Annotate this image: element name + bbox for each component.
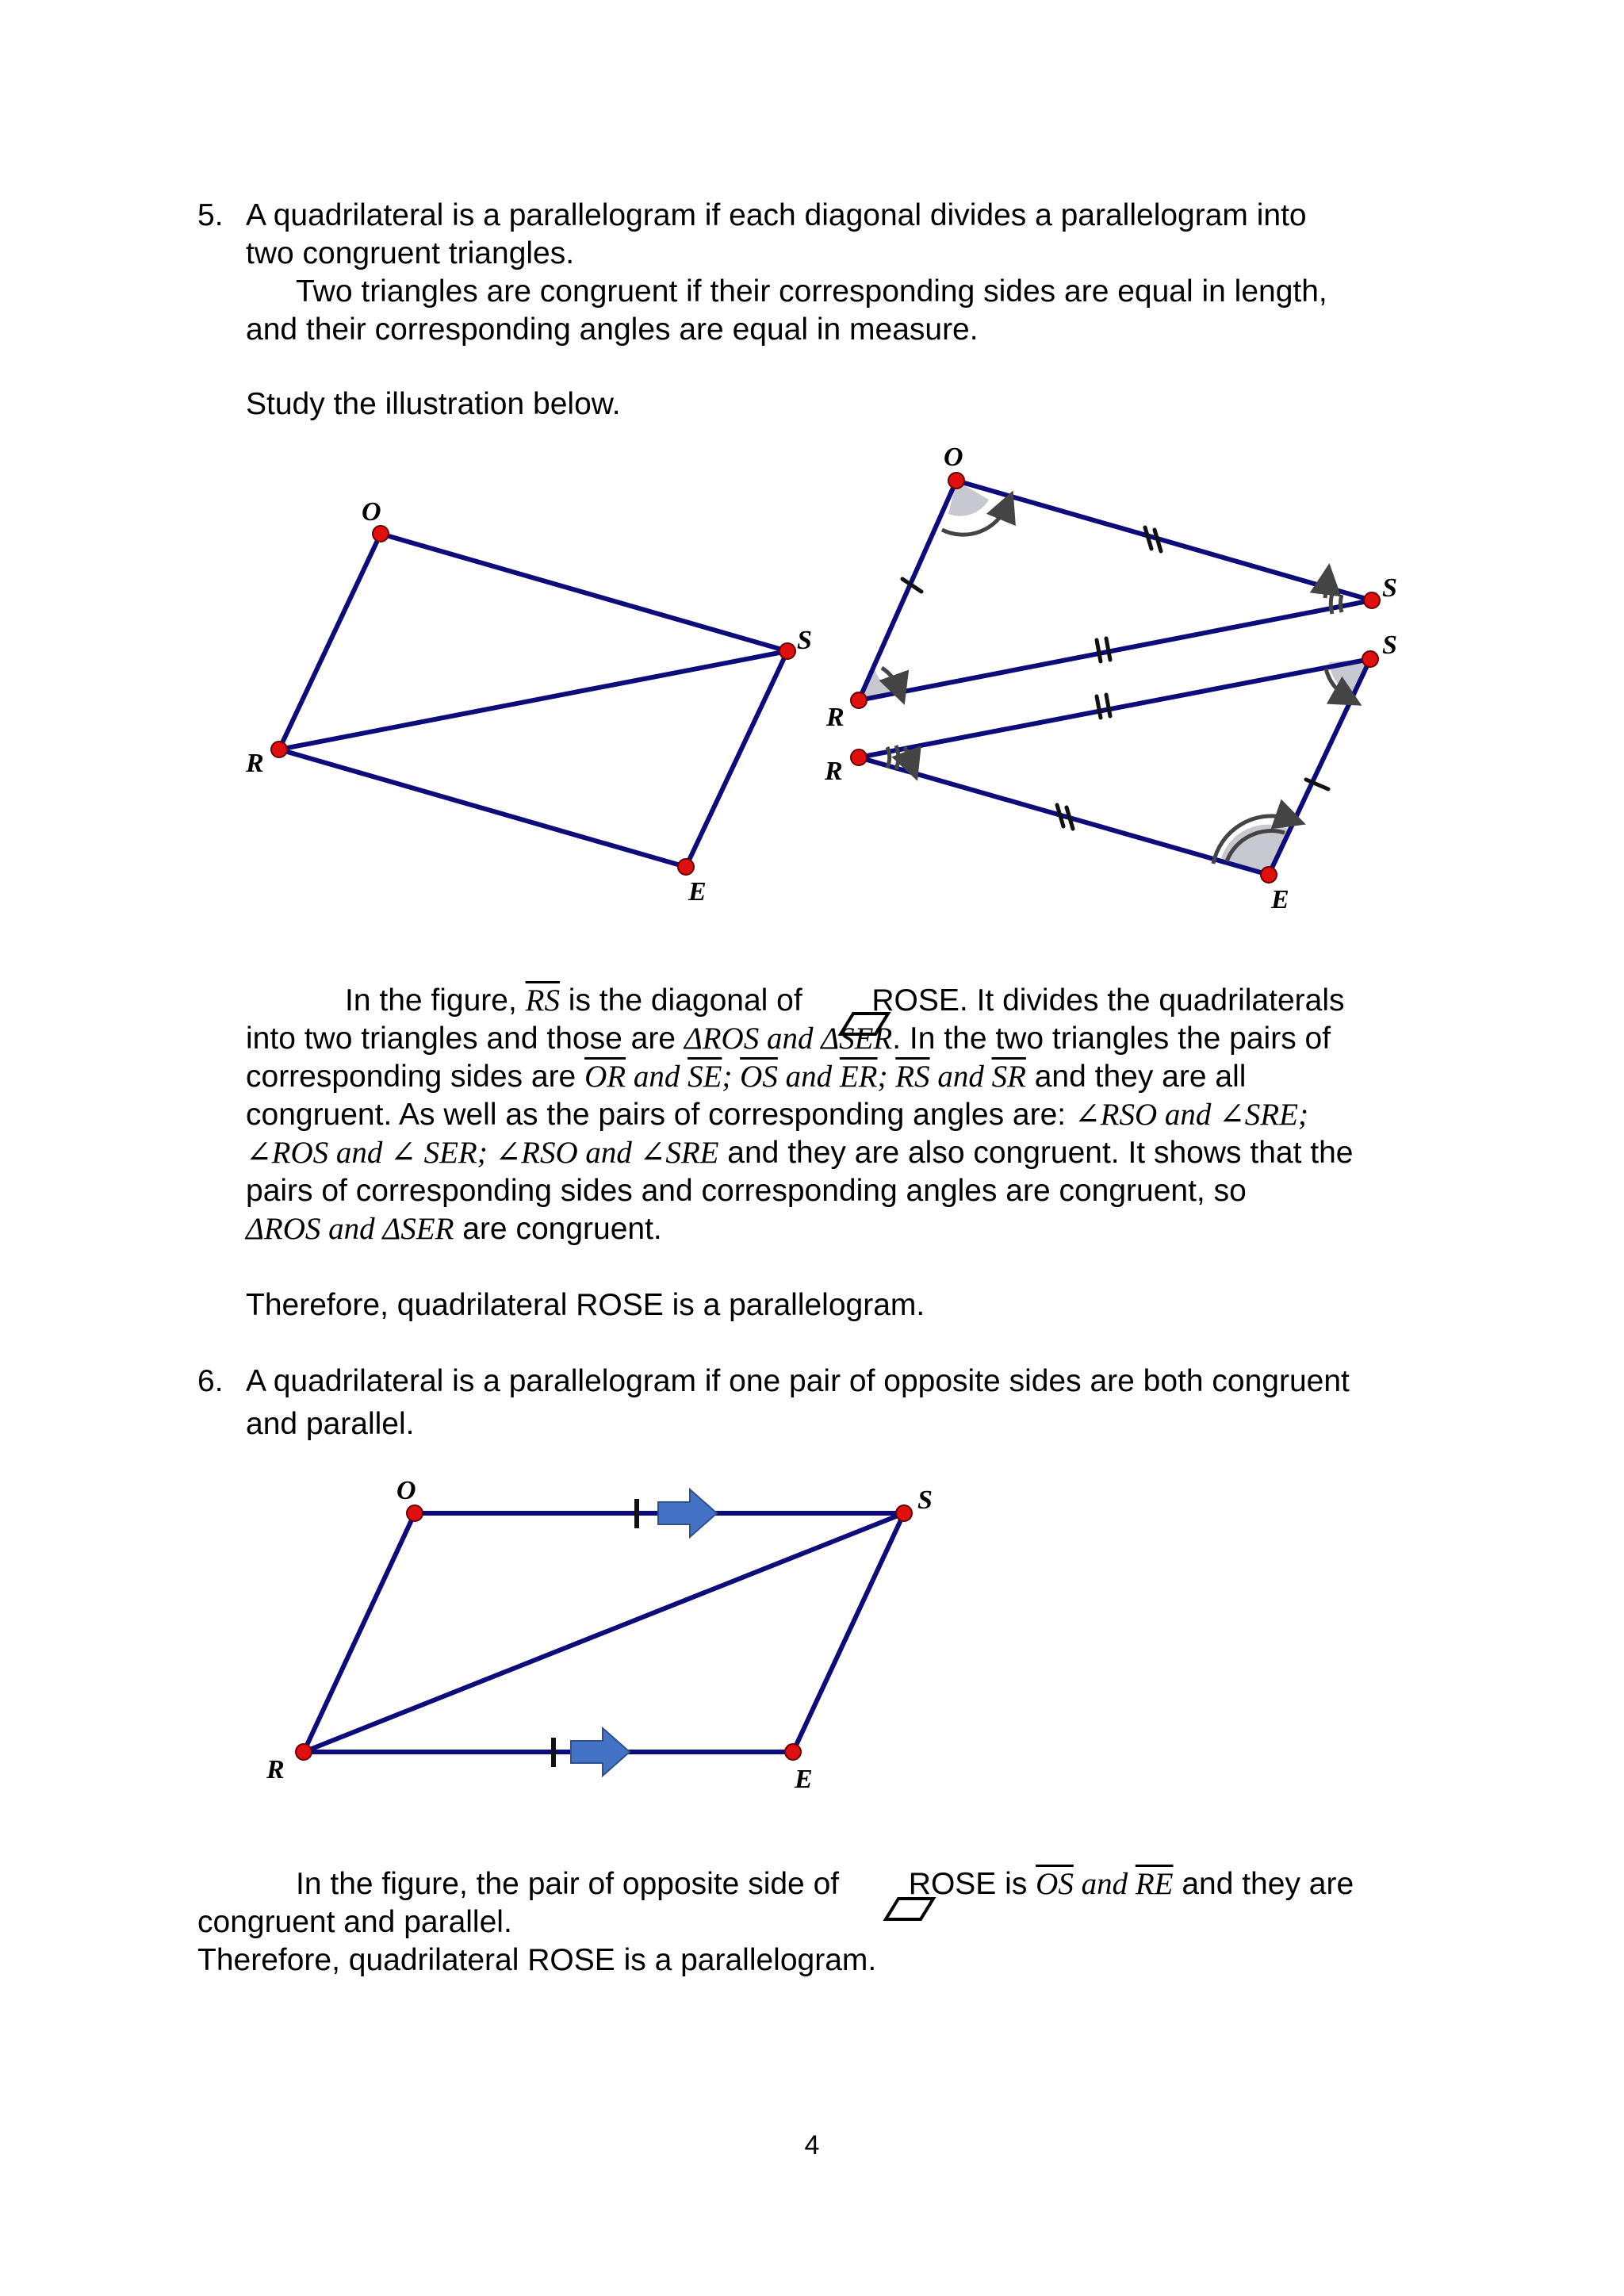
item5-number: 5.	[197, 198, 224, 232]
angle-r-bottom-mark-2	[887, 747, 890, 768]
fig3-label-r: R	[266, 1755, 285, 1784]
segment-os-6: $\overline{OS}$	[1036, 1867, 1074, 1901]
label-e2: E	[1271, 885, 1289, 914]
para6-line1: In the figure, the pair of opposite side of ROSE is $\overline{OS}$ and $\overline{RE}$ and they are	[296, 1867, 1354, 1901]
point-r2-bottom	[851, 749, 867, 765]
point-s2-bottom	[1362, 651, 1378, 667]
tri2-side-er	[859, 757, 1269, 875]
label-s2-top: S	[1382, 573, 1397, 603]
item6-line2: and parallel.	[246, 1407, 415, 1441]
angles-pair-1: ∠RSO and ∠SRE;	[1074, 1098, 1308, 1132]
tick-rs-top-1	[1097, 640, 1101, 661]
label-e: E	[688, 877, 707, 907]
side-os	[381, 534, 787, 651]
item5-therefore: Therefore, quadrilateral ROSE is a parallelogram.	[246, 1288, 925, 1322]
fig3-label-s: S	[917, 1485, 933, 1515]
figure-rose-diagonal	[279, 534, 787, 867]
segment-os: $\overline{OS}$	[740, 1060, 778, 1094]
segment-sr: $\overline{SR}$	[991, 1060, 1026, 1094]
fig3-diagonal-rs	[304, 1513, 904, 1752]
figure-triangles	[851, 473, 1380, 883]
label-r: R	[246, 749, 264, 778]
point-e2	[1261, 867, 1277, 883]
segment-rs: $\overline{RS}$	[525, 983, 560, 1018]
point-s	[779, 643, 795, 659]
tri2-side-rs	[859, 659, 1370, 757]
segment-or: $\overline{OR}$	[584, 1060, 626, 1094]
para5-line6: pairs of corresponding sides and corresponding angles are congruent, so	[246, 1174, 1247, 1208]
label-o: O	[362, 497, 381, 527]
tri1-side-os	[956, 481, 1372, 600]
fig3-label-e: E	[795, 1765, 813, 1794]
fig3-point-e	[785, 1744, 801, 1760]
para5-line1: In the figure, $\overline{RS}$ is the diagonal of ROSE. It divides the quadrilaterals	[345, 983, 1345, 1018]
segment-er: $\overline{ER}$	[839, 1060, 878, 1094]
side-se	[686, 651, 787, 867]
label-o2: O	[944, 443, 963, 472]
para6-line2: congruent and parallel.	[197, 1905, 512, 1939]
side-ro	[279, 534, 381, 749]
label-r2-bottom: R	[825, 757, 843, 786]
parallel-arrow-re	[571, 1728, 630, 1776]
fig3-point-r	[296, 1744, 312, 1760]
item5-study: Study the illustration below.	[246, 387, 621, 421]
item5-line3: Two triangles are congruent if their corresponding sides are equal in length,	[296, 274, 1327, 309]
segment-se: $\overline{SE}$	[688, 1060, 722, 1094]
para5-line2: into two triangles and those are ΔROS and ΔSER. In the two triangles the pairs of	[246, 1022, 1331, 1056]
diagonal-rs	[279, 651, 787, 749]
segment-re-6: $\overline{RE}$	[1135, 1867, 1174, 1901]
segment-rs-2: $\overline{RS}$	[895, 1060, 930, 1094]
tick-rs-top-2	[1106, 638, 1110, 660]
point-r	[271, 742, 287, 757]
item5-line2: two congruent triangles.	[246, 236, 575, 270]
point-r2-top	[851, 692, 867, 708]
angle-r-bottom-mark-1	[896, 746, 898, 769]
point-e	[678, 859, 694, 875]
page-number: 4	[804, 2130, 820, 2160]
angle-s-top-arc	[1325, 579, 1327, 598]
item6-therefore: Therefore, quadrilateral ROSE is a parallelogram.	[197, 1943, 877, 1977]
fig3-label-o: O	[396, 1476, 416, 1505]
para5-line4: congruent. As well as the pairs of corresponding angles are: ∠RSO and ∠SRE;	[246, 1098, 1308, 1132]
para5-line5: ∠ROS and ∠ SER; ∠RSO and ∠SRE and they are also congruent. It shows that the	[246, 1136, 1354, 1170]
label-r2-top: R	[826, 703, 845, 732]
item6-number: 6.	[197, 1364, 224, 1398]
para5-line3: corresponding sides are $\overline{OR}$ and $\overline{SE}$; $\overline{OS}$ and $\overline{ER}$; $\overline{RS}$ and $\overline{SR}$ and they are all	[246, 1060, 1247, 1094]
side-er	[279, 749, 686, 867]
item5-line1: A quadrilateral is a parallelogram if each diagonal divides a parallelogram into	[246, 198, 1307, 232]
fig3-point-s	[896, 1505, 912, 1521]
item6-line1: A quadrilateral is a parallelogram if one pair of opposite sides are both congruent	[246, 1364, 1350, 1398]
point-o2	[948, 473, 964, 489]
tri1-side-rs	[859, 600, 1372, 700]
tri2-side-se	[1269, 659, 1370, 875]
triangles-ros-ser-2: ΔROS and ΔSER	[246, 1212, 454, 1246]
point-s2-top	[1364, 592, 1380, 608]
angle-s-top-mark-2	[1340, 595, 1342, 612]
para5-line7: ΔROS and ΔSER are congruent.	[246, 1212, 662, 1246]
figure-rose-parallel	[296, 1489, 912, 1776]
tick-rs-bottom-2	[1106, 695, 1110, 716]
label-s2-bottom: S	[1382, 631, 1397, 660]
point-o	[373, 526, 389, 542]
angle-s-top-mark-1	[1331, 593, 1332, 614]
tri1-side-ro	[859, 481, 956, 700]
tick-rs-bottom-1	[1097, 696, 1101, 718]
item5-line4: and their corresponding angles are equal in measure.	[246, 312, 979, 347]
triangles-ros-ser: ΔROS and ΔSER	[684, 1022, 893, 1056]
angles-pair-2: ∠ROS and ∠ SER; ∠RSO and ∠SRE	[246, 1136, 719, 1170]
parallel-arrow-os	[658, 1489, 717, 1537]
fig3-point-o	[407, 1505, 423, 1521]
label-s: S	[797, 626, 812, 655]
